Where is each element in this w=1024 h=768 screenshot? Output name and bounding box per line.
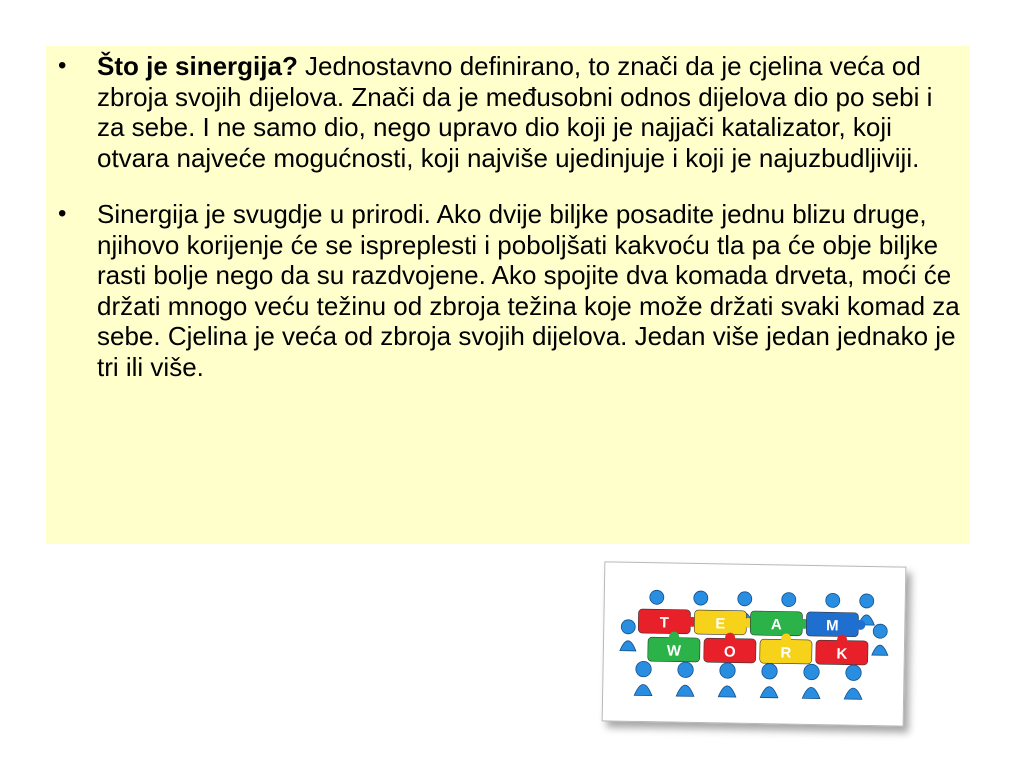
person-top-0-head	[650, 590, 664, 604]
person-top-5-head	[860, 594, 874, 608]
puzzle-letter-top-2: A	[770, 616, 782, 634]
person-bottom-5-body	[844, 688, 862, 699]
puzzle-letter-top-0: T	[659, 614, 670, 632]
puzzle-letter-bottom-2: R	[780, 644, 792, 662]
bullet-text: Jednostavno definirano, to znači da je cjelina veća od zbroja svojih dijelova. Znači da je međusobni odnos dijelova dio po sebi i za sebe. I ne samo dio, nego upravo dio koji je najjači katalizator, koji otvara najveće mogućnosti, koji najviše ujedinjuje i koji je najuzbudljiviji.	[97, 51, 933, 173]
person-bottom-2-body	[718, 686, 736, 697]
text-box	[46, 46, 970, 544]
puzzle-letter-top-1: E	[715, 615, 726, 633]
person-bottom-4-body	[802, 687, 820, 698]
bullet-item-synergy-definition	[46, 51, 960, 173]
bullet-item-synergy-nature	[46, 199, 960, 382]
person-bottom-2-head	[720, 663, 736, 679]
teamwork-image	[602, 561, 907, 726]
bullet-heading: Što je sinergija?	[97, 51, 298, 81]
person-bottom-1-body	[676, 685, 694, 696]
person-top-2-head	[738, 592, 752, 606]
person-left-head	[621, 620, 635, 634]
puzzle-letter-bottom-3: K	[836, 645, 848, 663]
bullet-marker: •	[58, 200, 67, 227]
bullet-marker: •	[58, 52, 67, 79]
puzzle-letter-bottom-1: O	[723, 643, 736, 661]
person-bottom-3-head	[762, 663, 778, 679]
person-bottom-1-head	[678, 662, 694, 678]
person-left-body	[620, 641, 636, 651]
person-bottom-3-body	[760, 687, 778, 698]
person-right-body	[872, 645, 888, 655]
bullet-list	[46, 51, 960, 382]
teamwork-puzzle-people-icon	[603, 562, 906, 725]
person-right-head	[873, 624, 887, 638]
person-top-4-head	[826, 593, 840, 607]
person-bottom-5-head	[846, 665, 862, 681]
puzzle-letter-bottom-0: W	[666, 642, 682, 660]
person-top-1-head	[694, 591, 708, 605]
person-bottom-4-head	[804, 664, 820, 680]
person-top-3-head	[782, 592, 796, 606]
bullet-text: Sinergija je svugdje u prirodi. Ako dvije biljke posadite jednu blizu druge, njihovo korijenje će se ispreplesti i poboljšati kakvoću tla pa će obje biljke rasti bolje nego da su razdvojene. Ako spojite dva komada drveta, moći će držati mnogo veću težinu od zbroja težina koje može držati svaki komad za sebe. Cjelina je veća od zbroja svojih dijelova. Jedan više jedan jednako je tri ili više.	[97, 199, 960, 382]
puzzle-letter-top-3: M	[825, 617, 839, 635]
person-bottom-0-head	[636, 661, 652, 677]
person-bottom-0-body	[634, 684, 652, 695]
